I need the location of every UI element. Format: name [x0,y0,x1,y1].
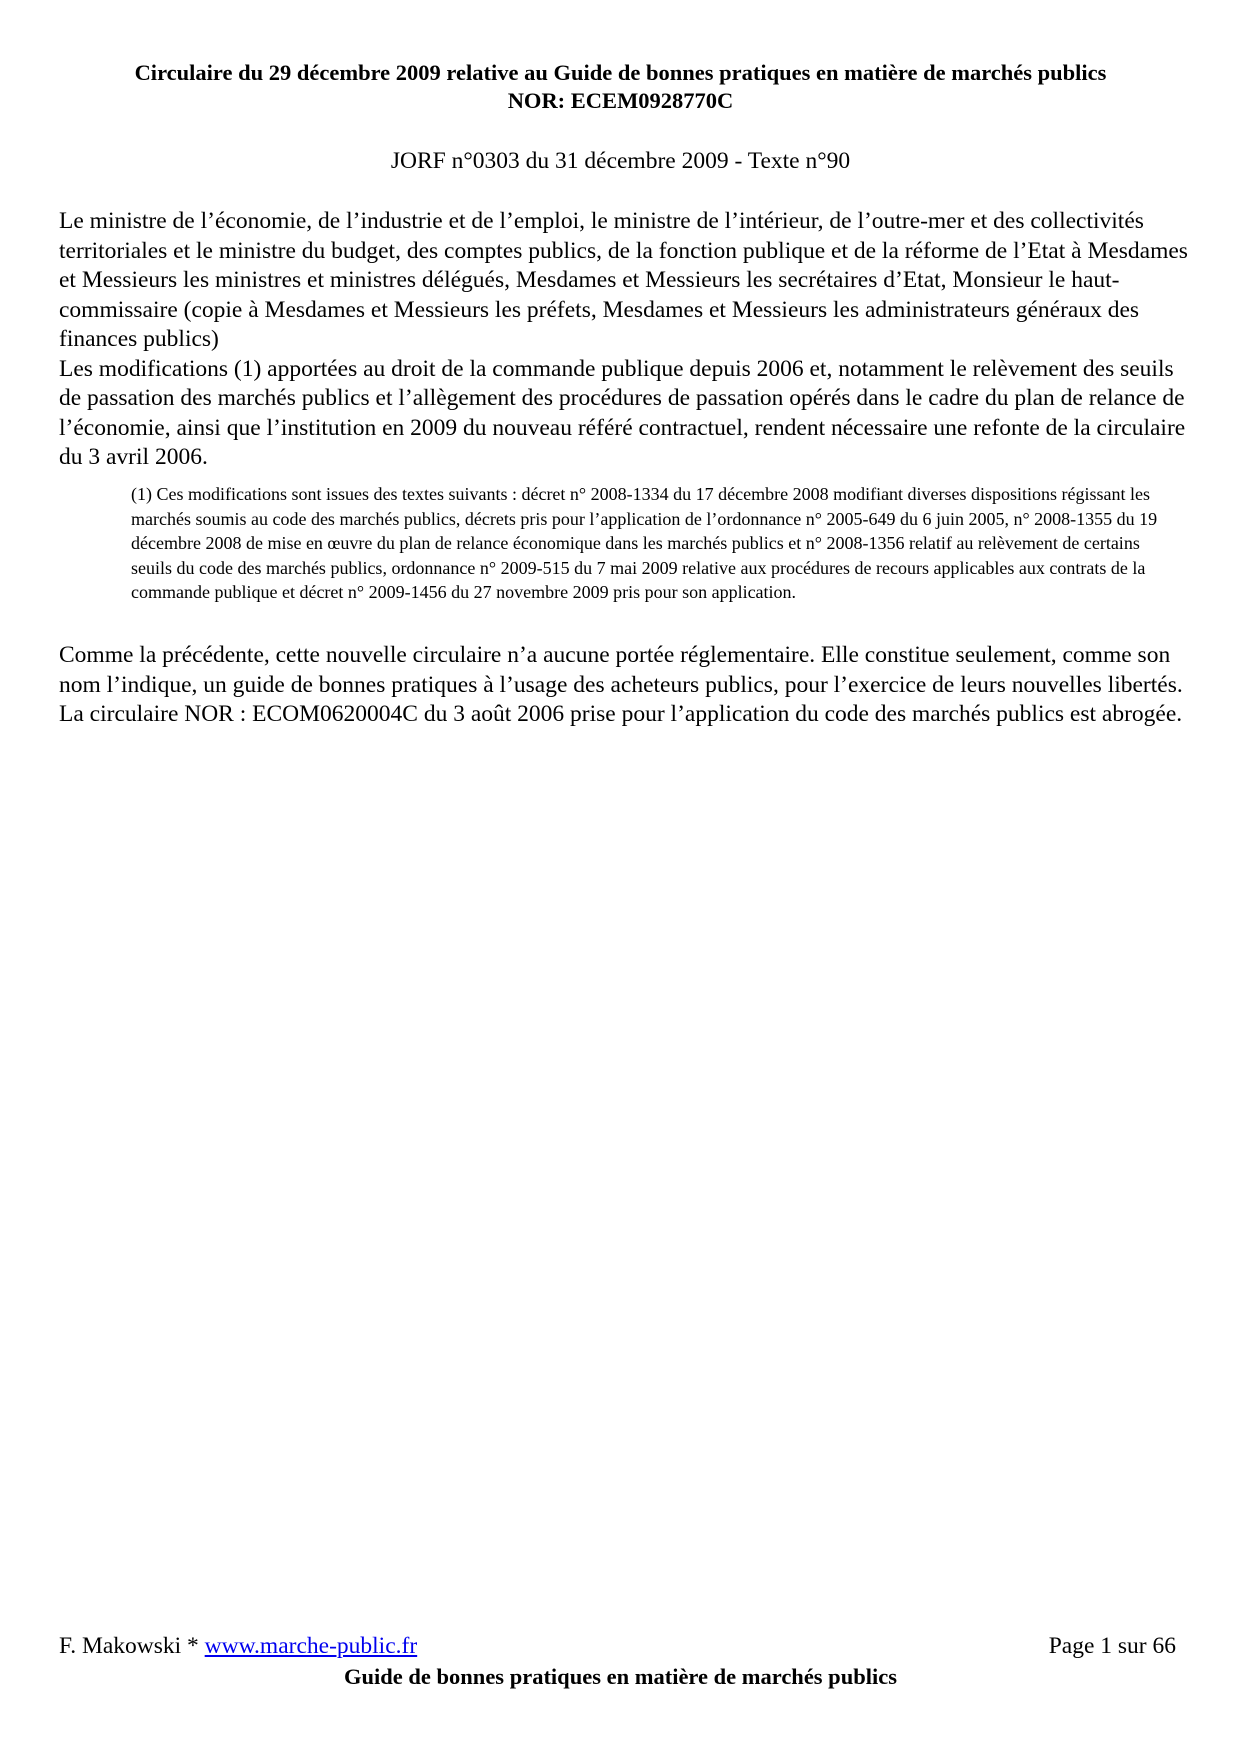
title-line-2: NOR: ECEM0928770C [507,88,734,113]
title-line-1: Circulaire du 29 décembre 2009 relative au Guide de bonnes pratiques en matière de marchés publics [134,60,1107,85]
footer-page-number: Page 1 sur 66 [1048,1633,1176,1659]
paragraph-modifications: Les modifications (1) apportées au droit de la commande publique depuis 2006 et, notamment le relèvement des seuils de passation des marchés publics et l’allègement des procédures de passation opérés dans le cadre du plan de relance de l’économie, ainsi que l’institution en 2009 du nouveau référé contractuel, rendent nécessaire une refonte de la circulaire du 3 avril 2006. [59,355,1186,470]
footnote-text: (1) Ces modifications sont issues des textes suivants : décret n° 2008-1334 du 17 décembre 2008 modifiant diverses dispositions régissant les marchés soumis au code des marchés publics, décrets pris pour l’application de l’ordonnance n° 2005-649 du 6 juin 2005, n° 2008-1355 du 19 décembre 2008 de mise en œuvre du plan de relance économique dans les marchés publics et n° 2008-1356 relatif au relèvement de certains seuils du code des marchés publics, ordonnance n° 2009-515 du 7 mai 2009 relative aux procédures de recours applicables aux contrats de la commande publique et décret n° 2009-1456 du 27 novembre 2009 pris pour son application. [131,484,1158,602]
paragraph-abrogation: La circulaire NOR : ECOM0620004C du 3 août 2006 prise pour l’application du code des marchés publics est abrogée. [59,701,1183,727]
paragraph-scope: Comme la précédente, cette nouvelle circulaire n’a aucune portée réglementaire. Elle constitue seulement, comme son nom l’indique, un guide de bonnes pratiques à l’usage des acheteurs publics, pour l’exercice de leurs nouvelles libertés. [59,642,1183,698]
body-section-1 [59,207,1189,473]
journal-reference: JORF n°0303 du 31 décembre 2009 - Texte n°90 [390,148,851,174]
body-section-2 [59,641,1189,730]
footer-document-title: Guide de bonnes pratiques en matière de marchés publics [344,1664,897,1689]
footer-website-link[interactable]: www.marche-public.fr [204,1633,418,1659]
footer-author-line [59,1632,417,1661]
footnote [131,482,1181,605]
footer-author: F. Makowski * [59,1633,205,1659]
paragraph-addressees: Le ministre de l’économie, de l’industrie et de l’emploi, le ministre de l’intérieur, de l’outre-mer et des collectivités territoriales et le ministre du budget, des comptes publics, de la fonction publique et de la réforme de l’Etat à Mesdames et Messieurs les ministres et ministres délégués, Mesdames et Messieurs les secrétaires d’Etat, Monsieur le haut-commissaire (copie à Mesdames et Messieurs les préfets, Mesdames et Messieurs les administrateurs généraux des finances publics) [59,208,1188,352]
document-title [60,59,1181,115]
